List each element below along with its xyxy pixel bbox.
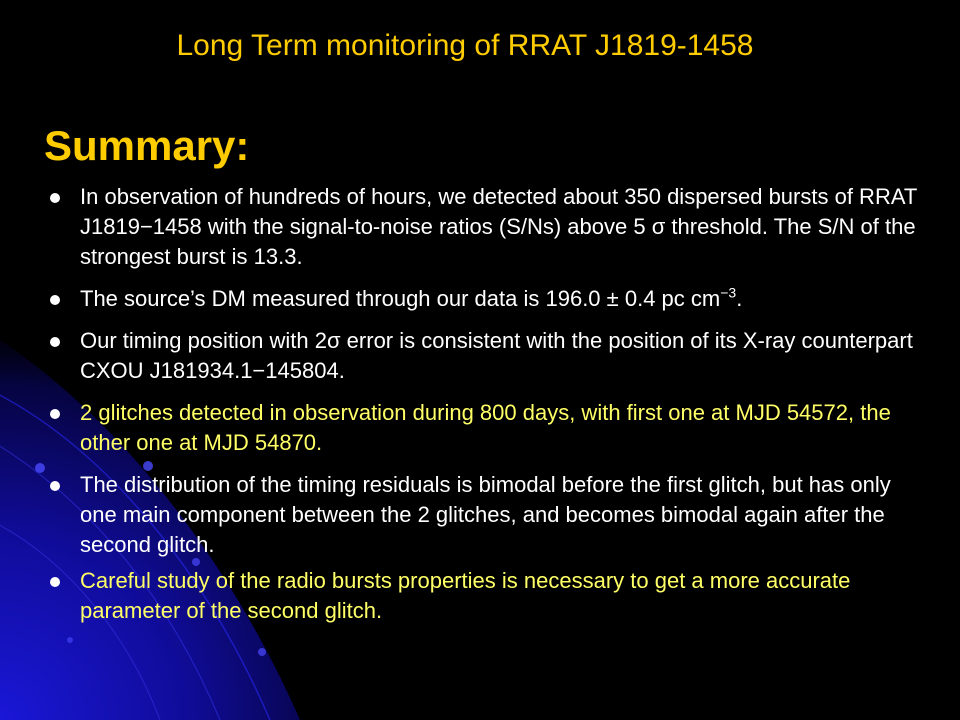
slide-title: Long Term monitoring of RRAT J1819-1458 [176, 29, 754, 62]
bullet-dot-icon [50, 577, 60, 587]
blue-orb [258, 648, 266, 656]
bullet-text: Careful study of the radio bursts properties is necessary to get a more accurate parameter of the second glitch. [80, 568, 851, 623]
bullet-text: The source’s DM measured through our data is 196.0 ± 0.4 pc cm [80, 286, 721, 311]
bullet-text: Our timing position with 2σ error is consistent with the position of its X-ray counterpart CXOU J181934.1−145804. [80, 328, 913, 383]
bullet-superscript: −3 [720, 284, 737, 301]
bullet-dot-icon [50, 337, 60, 347]
list-item [44, 182, 924, 272]
list-item [44, 398, 924, 458]
list-item [44, 284, 924, 314]
summary-heading: Summary: [44, 122, 250, 169]
list-item [44, 326, 924, 386]
bullet-dot-icon [50, 295, 60, 305]
bullet-dot-icon [50, 193, 60, 203]
bullet-dot-icon [50, 481, 60, 491]
bullet-suffix: . [736, 286, 743, 311]
list-item [44, 470, 924, 560]
bullet-dot-icon [50, 409, 60, 419]
summary-bullet-list [44, 182, 924, 638]
bullet-text: 2 glitches detected in observation during 800 days, with first one at MJD 54572, the other one at MJD 54870. [80, 400, 891, 455]
bullet-text: In observation of hundreds of hours, we detected about 350 dispersed bursts of RRAT J1819−1458 with the signal-to-noise ratios (S/Ns) above 5 σ threshold. The S/N of the strongest burst is 13.3. [80, 184, 917, 269]
list-item [44, 566, 924, 626]
bullet-text: The distribution of the timing residuals is bimodal before the first glitch, but has only one main component between the 2 glitches, and becomes bimodal again after the second glitch. [80, 472, 891, 557]
